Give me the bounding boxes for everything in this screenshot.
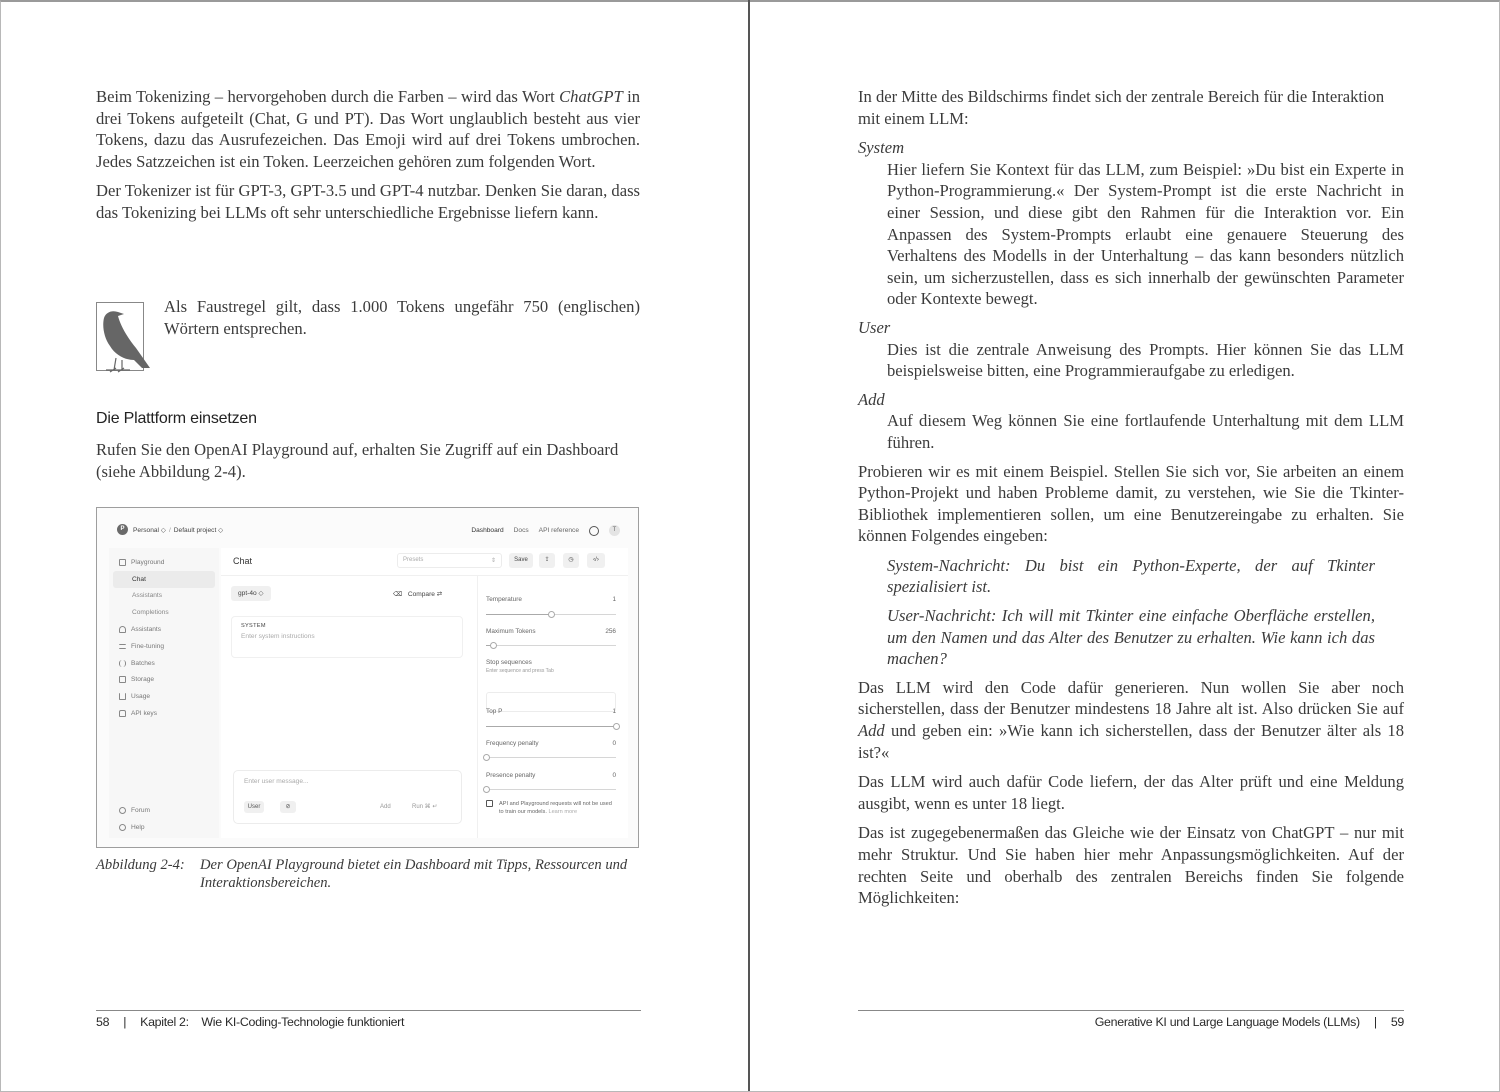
text-run: und geben ein: »Wie kann ich sicherstellen, dass der Benutzer älter als 18 ist?« (858, 721, 1404, 762)
param-frequency-penalty (486, 740, 616, 747)
slider-knob (490, 642, 497, 649)
sidebar-label: Playground (131, 558, 165, 566)
sidebar-item-chat (113, 571, 215, 588)
sidebar-label: API keys (131, 710, 158, 718)
attach-icon: ⊘ (280, 801, 296, 813)
nav-docs: Docs (513, 527, 529, 534)
forum-icon (119, 807, 126, 814)
param-presence-penalty (486, 772, 616, 779)
slider-knob (483, 754, 490, 761)
param-value: 0 (612, 740, 616, 747)
param-max-tokens (486, 628, 616, 635)
chevron-updown-icon: ⇕ (490, 558, 496, 564)
quote-user-message: User-Nachricht: Ich will mit Tkinter eine einfache Oberfläche erstellen, um den Namen und das Alter des Benutzer zu erhalten. Wie kann ich das machen? (887, 606, 1375, 669)
sidebar-label: Forum (131, 807, 151, 815)
role-button: User (244, 801, 264, 813)
sidebar-item-forum (109, 802, 219, 819)
sidebar-item-usage (109, 688, 219, 705)
history-icon: ◷ (563, 553, 579, 568)
running-title: Generative KI und Large Language Models (LLMs) (1094, 1015, 1360, 1029)
help-icon (119, 824, 126, 831)
sidebar-label: Batches (131, 659, 155, 667)
sidebar-item-assistants (109, 621, 219, 638)
figure-caption (96, 856, 646, 892)
caption-text: Der OpenAI Playground bietet ein Dashboard mit Tipps, Ressourcen und Interaktionsbereichen. (200, 857, 628, 891)
usage-icon (119, 693, 126, 700)
top-nav (471, 525, 620, 536)
sidebar-item-fine-tuning (109, 638, 219, 655)
gear-icon (589, 526, 599, 536)
footer-rule (858, 1010, 1404, 1011)
key-lock-icon (119, 710, 126, 717)
param-value: 1 (612, 596, 616, 603)
caption-label: Abbildung 2-4: (96, 857, 185, 873)
figure-playground-screenshot (96, 507, 639, 848)
crow-tip-icon (96, 302, 152, 374)
nav-dashboard: Dashboard (471, 527, 504, 534)
sidebar-label: Completions (132, 609, 169, 617)
param-stop-sequences (486, 659, 616, 666)
message-placeholder: Enter user message... (244, 778, 309, 785)
sidebar-label: Assistants (132, 592, 163, 600)
tip-box (96, 296, 640, 356)
frequency-penalty-slider (486, 757, 616, 758)
presence-penalty-slider (486, 789, 616, 790)
text-run: Das LLM wird den Code dafür generieren. Nun wollen Sie aber noch sicherstellen, dass der Benutzer mindestens 18 Jahre alt ist. Also drücken Sie auf (858, 677, 1404, 719)
compare-button: Compare (407, 591, 435, 598)
sidebar-item-assistants-sub (109, 588, 219, 605)
lock-icon (486, 800, 493, 807)
param-temperature (486, 596, 616, 603)
sidebar-label: Help (131, 824, 145, 832)
param-label: Stop sequences (486, 659, 532, 666)
sidebar-label: Usage (131, 693, 151, 701)
tip-text: Als Faustregel gilt, dass 1.000 Tokens ungefähr 750 (englischen) Wörtern entsprechen. (164, 297, 640, 338)
emphasis-chatgpt: ChatGPT (559, 87, 623, 106)
terminal-icon (119, 559, 126, 566)
sidebar-bottom (109, 802, 219, 836)
right-body (858, 86, 1404, 917)
param-value: 0 (612, 772, 616, 779)
top-p-slider (486, 726, 616, 727)
privacy-note (486, 800, 618, 816)
compare-toolbar (393, 590, 442, 598)
term-add: Add (858, 389, 885, 409)
parameters-panel (477, 576, 628, 838)
chat-title: Chat (233, 556, 253, 566)
footer-rule (96, 1010, 641, 1011)
system-label: SYSTEM (241, 623, 266, 629)
add-button: Add (380, 804, 391, 810)
temperature-slider (486, 614, 616, 615)
sidebar-item-completions (109, 604, 219, 621)
footer-separator: | (1373, 1015, 1377, 1029)
sidebar-item-help (109, 819, 219, 836)
sidebar-label: Fine-tuning (131, 642, 164, 650)
presets-select (397, 553, 502, 568)
system-instructions-box (231, 616, 463, 658)
param-value: 256 (605, 628, 616, 635)
presets-placeholder: Presets (403, 557, 424, 563)
left-page (0, 0, 748, 1091)
term-user: User (858, 317, 891, 337)
slider-knob (613, 723, 620, 730)
emphasis-add: Add (858, 721, 885, 741)
breadcrumb-separator: / (168, 527, 171, 534)
screenshot-topbar (97, 508, 638, 546)
quote-system-message: System-Nachricht: Du bist ein Python-Experte, der auf Tkinter spezialisiert ist. (887, 555, 1375, 597)
param-label: Presence penalty (486, 772, 536, 779)
slider-fill (486, 726, 616, 727)
note-text: API and Playground requests will not be used to train our models. (499, 801, 612, 815)
clear-icon: ⌫ (393, 591, 403, 598)
paragraph-tokenizing (96, 86, 640, 172)
left-body-top (96, 86, 640, 232)
param-top-p (486, 708, 616, 715)
model-select: gpt-4o ◇ (231, 586, 271, 601)
nav-api-reference: API reference (538, 527, 579, 534)
right-page (750, 0, 1500, 1091)
section-heading: Die Plattform einsetzen (96, 410, 257, 427)
term-system: System (858, 138, 905, 158)
screenshot-main (221, 548, 628, 838)
batches-icon (119, 660, 126, 667)
slider-knob (483, 786, 490, 793)
stop-sequences-hint: Enter sequence and press Tab (486, 668, 554, 674)
org-project: Default project ◇ (173, 527, 224, 534)
system-placeholder: Enter system instructions (241, 633, 315, 640)
compare-icon: ⇄ (436, 591, 443, 598)
sidebar-item-api-keys (109, 705, 219, 722)
left-footer (96, 1015, 404, 1029)
param-label: Frequency penalty (486, 740, 539, 747)
sidebar-label: Storage (131, 676, 155, 684)
paragraph-intro: Rufen Sie den OpenAI Playground auf, erhalten Sie Zugriff auf ein Dashboard (siehe Abbildung 2-4). (96, 440, 619, 481)
chapter-label: Kapitel 2: (140, 1015, 189, 1029)
sidebar-label: Chat (132, 575, 146, 583)
definition-system: Hier liefern Sie Kontext für das LLM, zum Beispiel: »Du bist ein Experte in Python-Programmierung.« Der System-Prompt ist die erste Nachricht in einer Session, und diese gibt den Rahmen für die Interaktion vor. Ein Anpassen des System-Prompts erlaubt eine genauere Steuerung des Verhaltens des Modells in der Unterhaltung – das kann besonders nützlich sein, um sicherzustellen, dass es sich innerhalb der gewünschten Parameter oder Kontexte bewegt. (887, 159, 1404, 309)
slider-knob (548, 611, 555, 618)
sidebar-item-storage (109, 672, 219, 689)
page-number: 59 (1390, 1015, 1404, 1029)
paragraph-add (858, 677, 1404, 763)
sidebar-item-playground (109, 554, 219, 571)
org-breadcrumb (133, 526, 223, 534)
code-icon: ‹/› (587, 553, 605, 568)
sidebar-label: Assistants (131, 626, 162, 634)
storage-icon (119, 676, 126, 683)
paragraph-center-area: In der Mitte des Bildschirms findet sich der zentrale Bereich für die Interaktion mit einem LLM: (858, 87, 1385, 128)
learn-more-link: Learn more (548, 809, 578, 815)
text-run: in drei Tokens aufgeteilt (Chat, G und PT). Das Wort unglaublich besteht aus vier Tokens, dazu das Ausrufezeichen. Das Emoji wird auf drei Tokens umbrochen. Jedes Satzzeichen ist ein Token. Leerzeichen gehören zum folgenden Wort. (96, 87, 640, 171)
definition-add: Auf diesem Weg können Sie eine fortlaufende Unterhaltung mit dem LLM führen. (887, 411, 1404, 452)
org-personal: Personal ◇ (133, 527, 166, 534)
paragraph-code: Das LLM wird auch dafür Code liefern, der das Alter prüft und eine Meldung ausgibt, wenn es unter 18 liegt. (858, 772, 1404, 813)
param-value: 1 (612, 708, 616, 715)
definition-user: Dies ist die zentrale Anweisung des Prompts. Hier können Sie das LLM beispielsweise bitten, eine Programmieraufgabe zu erledigen. (887, 339, 1404, 381)
text-run: Beim Tokenizing – hervorgehoben durch die Farben – wird das Wort (96, 87, 560, 106)
param-label: Maximum Tokens (486, 628, 536, 635)
user-avatar: T (609, 525, 620, 536)
param-label: Temperature (486, 596, 522, 603)
max-tokens-slider (486, 645, 616, 646)
org-avatar: P (117, 524, 128, 535)
chapter-title: Wie KI-Coding-Technologie funktioniert (201, 1015, 405, 1029)
page-number: 58 (96, 1015, 110, 1029)
sidebar-item-batches (109, 655, 219, 672)
param-label: Top P (486, 708, 503, 715)
run-button: Run ⌘ ↵ (412, 804, 438, 810)
slider-fill (486, 614, 551, 615)
screenshot-sidebar (109, 548, 219, 838)
paragraph-tokenizer: Der Tokenizer ist für GPT-3, GPT-3.5 und GPT-4 nutzbar. Denken Sie daran, dass das Tokenizing bei LLMs oft sehr unterschiedliche Ergebnisse liefern kann. (96, 181, 640, 222)
right-footer (1095, 1015, 1404, 1029)
assistant-icon (119, 626, 126, 633)
paragraph-final: Das ist zugegebenermaßen das Gleiche wie der Einsatz von ChatGPT – nur mit mehr Struktur. Und Sie haben hier mehr Anpassungsmöglichkeiten. Auf der rechten Seite und oberhalb des zentralen Bereichs finden Sie folgende Möglichkeiten: (858, 823, 1404, 908)
tune-icon (119, 644, 126, 649)
user-message-box (233, 770, 462, 824)
share-icon: ⇪ (539, 553, 555, 568)
paragraph-example: Probieren wir es mit einem Beispiel. Stellen Sie sich vor, Sie arbeiten an einem Python-Projekt und haben Probleme damit, zu verstehen, wie Sie die Tkinter-Bibliothek implementieren sollen, um eine Benutzereingabe zu erhalten. Sie können Folgendes eingeben: (858, 461, 1404, 546)
footer-separator: | (123, 1015, 127, 1029)
save-button: Save (509, 553, 533, 568)
left-body-intro (96, 439, 640, 490)
